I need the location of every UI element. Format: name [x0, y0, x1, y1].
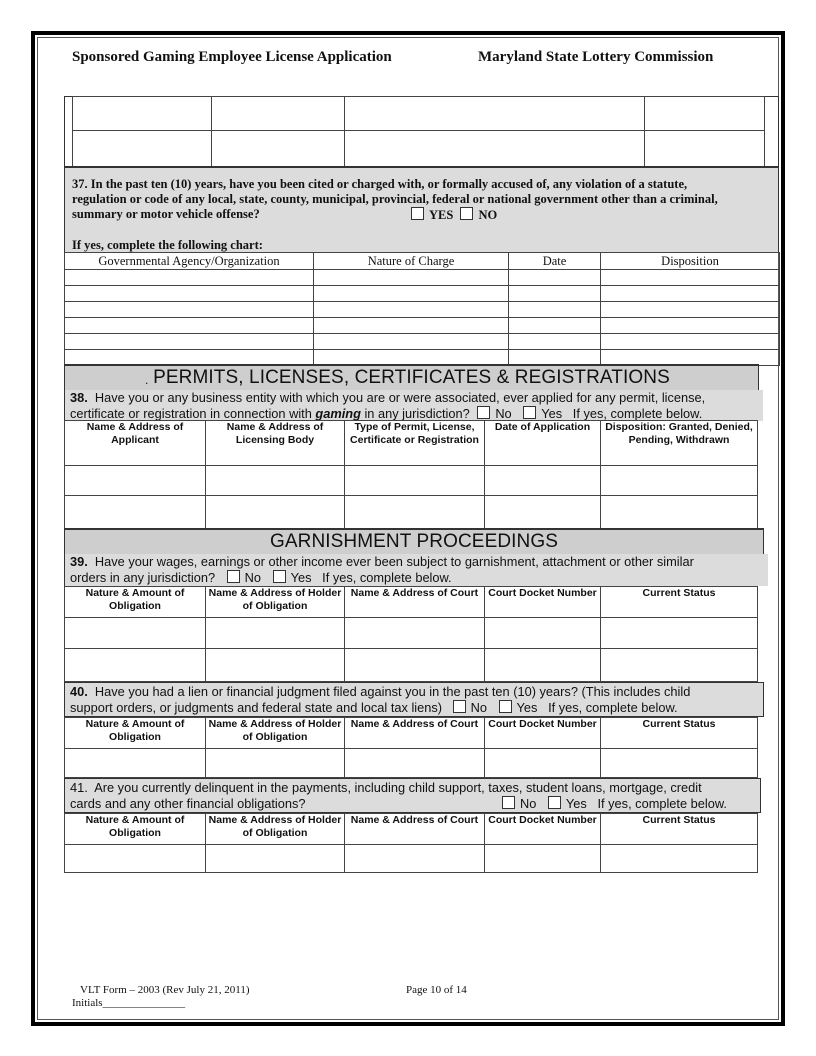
table-cell[interactable] — [645, 97, 765, 131]
table-cell[interactable] — [206, 649, 345, 682]
table-cell[interactable] — [65, 496, 206, 529]
table-cell[interactable] — [601, 270, 780, 286]
garnishment-section-title: GARNISHMENT PROCEEDINGS — [65, 530, 763, 554]
delinquency-table — [64, 813, 758, 873]
question-number: 39. — [70, 554, 88, 569]
column-header: Date of Application — [485, 421, 601, 466]
table-cell[interactable] — [485, 749, 601, 778]
table-cell[interactable] — [65, 270, 314, 286]
q40-no-label: No — [470, 700, 487, 715]
table-cell[interactable] — [345, 749, 485, 778]
table-cell[interactable] — [314, 318, 509, 334]
initials-field[interactable]: _______________ — [102, 997, 186, 1009]
column-header: Name & Address of Holder of Obligation — [206, 814, 345, 845]
question-number: 41. — [70, 780, 88, 795]
table-cell[interactable] — [509, 270, 601, 286]
question-40-line1: Have you had a lien or financial judgment filed against you in the past ten (10) years? (This includes child — [94, 684, 691, 699]
table-cell[interactable] — [65, 334, 314, 350]
q39-no-checkbox[interactable] — [227, 570, 240, 583]
q37-yes-label: YES — [429, 208, 454, 222]
table-cell[interactable] — [345, 97, 645, 131]
initials-label: Initials — [72, 997, 103, 1009]
question-40-block — [64, 682, 764, 717]
column-header: Court Docket Number — [485, 814, 601, 845]
table-cell[interactable] — [212, 131, 345, 167]
table-cell[interactable] — [485, 845, 601, 873]
q39-followup: If yes, complete below. — [322, 570, 452, 585]
column-header: Name & Address of Court — [345, 718, 485, 749]
q37-charges-table — [64, 252, 780, 366]
table-cell[interactable] — [601, 649, 758, 682]
q37-no-checkbox[interactable] — [460, 207, 473, 220]
question-38-line1: Have you or any business entity with which you are or were associated, ever applied for any permit, license, — [94, 390, 706, 405]
agency-title: Maryland State Lottery Commission — [478, 49, 714, 65]
table-cell[interactable] — [73, 97, 212, 131]
column-header: Name & Address of Holder of Obligation — [206, 718, 345, 749]
table-row — [65, 286, 780, 302]
table-row — [65, 466, 758, 496]
q41-no-checkbox[interactable] — [502, 796, 515, 809]
table-cell[interactable] — [314, 334, 509, 350]
column-header: Date — [509, 253, 601, 270]
column-header: Name & Address of Court — [345, 814, 485, 845]
table-cell[interactable] — [345, 618, 485, 649]
q41-no-label: No — [520, 796, 537, 811]
table-row — [65, 618, 758, 649]
question-37-line3: summary or motor vehicle offense? — [72, 207, 260, 221]
q37-yes-checkbox[interactable] — [411, 207, 424, 220]
question-38-emphasis: gaming — [315, 406, 361, 421]
table-cell[interactable] — [485, 496, 601, 529]
table-cell[interactable] — [601, 496, 758, 529]
page-number: Page 10 of 14 — [406, 984, 467, 996]
q41-yes-label: Yes — [565, 796, 587, 811]
question-38-line2-end: in any jurisdiction? — [360, 406, 470, 421]
table-cell[interactable] — [601, 618, 758, 649]
table-cell[interactable] — [485, 466, 601, 496]
column-header: Current Status — [601, 814, 758, 845]
question-41-block — [64, 778, 761, 813]
table-cell[interactable] — [65, 845, 206, 873]
table-cell[interactable] — [601, 318, 780, 334]
column-header: Disposition: Granted, Denied, Pending, Withdrawn — [601, 421, 758, 466]
column-header: Name & Address of Applicant — [65, 421, 206, 466]
garnishment-section-header — [64, 528, 764, 586]
table-cell[interactable] — [601, 845, 758, 873]
question-37-block — [64, 166, 779, 253]
q39-yes-checkbox[interactable] — [273, 570, 286, 583]
table-cell[interactable] — [206, 845, 345, 873]
table-cell[interactable] — [601, 466, 758, 496]
table-cell[interactable] — [601, 334, 780, 350]
permits-table — [64, 420, 758, 529]
table-cell[interactable] — [212, 97, 345, 131]
table-row — [65, 496, 758, 529]
garnishment-table — [64, 586, 758, 682]
table-cell[interactable] — [509, 302, 601, 318]
table-row — [65, 302, 780, 318]
table-cell[interactable] — [65, 318, 314, 334]
table-cell[interactable] — [65, 302, 314, 318]
column-header: Nature & Amount of Obligation — [65, 814, 206, 845]
table-cell[interactable] — [206, 749, 345, 778]
question-number: 40. — [70, 684, 88, 699]
q39-no-label: No — [244, 570, 262, 585]
column-header: Nature & Amount of Obligation — [65, 587, 206, 618]
table-cell[interactable] — [65, 286, 314, 302]
question-37-line2: regulation or code of any local, state, county, municipal, provincial, federal or national government other than a criminal, — [72, 192, 718, 206]
q40-yes-label: Yes — [516, 700, 538, 715]
column-header: Current Status — [601, 718, 758, 749]
column-header: Court Docket Number — [485, 587, 601, 618]
table-row — [65, 334, 780, 350]
table-cell[interactable] — [485, 649, 601, 682]
column-header: Current Status — [601, 587, 758, 618]
question-39-line2: orders in any jurisdiction? — [70, 570, 216, 585]
table-cell[interactable] — [65, 466, 206, 496]
table-cell[interactable] — [206, 496, 345, 529]
permits-section-title: PERMITS, LICENSES, CERTIFICATES & REGISTRATIONS — [153, 367, 670, 388]
table-cell[interactable] — [509, 318, 601, 334]
table-cell[interactable] — [65, 749, 206, 778]
table-cell[interactable] — [645, 131, 765, 167]
q38-yes-label: Yes — [541, 406, 563, 421]
table-cell[interactable] — [601, 286, 780, 302]
table-cell[interactable] — [509, 334, 601, 350]
liens-table — [64, 717, 758, 778]
table-cell[interactable] — [65, 618, 206, 649]
question-41-line2: cards and any other financial obligations? — [70, 796, 306, 811]
table-cell[interactable] — [206, 466, 345, 496]
q41-followup: If yes, complete below. — [597, 796, 727, 811]
table-cell[interactable] — [345, 466, 485, 496]
column-header: Name & Address of Court — [345, 587, 485, 618]
column-header: Governmental Agency/Organization — [65, 253, 314, 270]
q37-no-label: NO — [478, 208, 498, 222]
question-number: 38. — [70, 390, 88, 405]
table-cell[interactable] — [314, 302, 509, 318]
table-row — [65, 649, 758, 682]
table-cell[interactable] — [345, 496, 485, 529]
column-header: Name & Address of Holder of Obligation — [206, 587, 345, 618]
table-cell[interactable] — [509, 286, 601, 302]
table-cell[interactable] — [601, 749, 758, 778]
form-identifier: VLT Form – 2003 (Rev July 21, 2011) — [80, 984, 250, 996]
question-37-line1: 37. In the past ten (10) years, have you been cited or charged with, or formally accused of, any violation of a statute, — [72, 177, 688, 191]
q38-yes-checkbox[interactable] — [523, 406, 536, 419]
table-row — [65, 845, 758, 873]
column-header: Name & Address of Licensing Body — [206, 421, 345, 466]
q40-followup: If yes, complete below. — [548, 700, 678, 715]
question-41-line1: Are you currently delinquent in the payments, including child support, taxes, student loans, mortgage, credit — [94, 780, 702, 795]
question-39-line1: Have your wages, earnings or other income ever been subject to garnishment, attachment or other similar — [94, 554, 694, 569]
table-row — [65, 749, 758, 778]
table-cell[interactable] — [345, 845, 485, 873]
top-continuation-table — [72, 96, 765, 167]
column-header: Disposition — [601, 253, 780, 270]
table-cell[interactable] — [73, 131, 212, 167]
table-cell[interactable] — [314, 270, 509, 286]
column-header: Nature of Charge — [314, 253, 509, 270]
q40-yes-checkbox[interactable] — [499, 700, 512, 713]
q38-no-label: No — [495, 406, 512, 421]
table-cell[interactable] — [485, 618, 601, 649]
table-row — [65, 318, 780, 334]
table-row — [65, 270, 780, 286]
column-header: Nature & Amount of Obligation — [65, 718, 206, 749]
table-cell[interactable] — [65, 649, 206, 682]
q38-no-checkbox[interactable] — [477, 406, 490, 419]
question-40-line2: support orders, or judgments and federal state and local tax liens) — [70, 700, 443, 715]
table-cell[interactable] — [314, 286, 509, 302]
q39-yes-label: Yes — [290, 570, 312, 585]
q40-no-checkbox[interactable] — [453, 700, 466, 713]
section-marker: . — [145, 373, 149, 387]
question-38-line2-start: certificate or registration in connection with — [70, 406, 316, 421]
table-cell[interactable] — [601, 302, 780, 318]
column-header: Court Docket Number — [485, 718, 601, 749]
form-title: Sponsored Gaming Employee License Application — [72, 49, 392, 65]
q41-yes-checkbox[interactable] — [548, 796, 561, 809]
table-cell[interactable] — [345, 131, 645, 167]
q37-chart-intro: If yes, complete the following chart: — [72, 238, 263, 252]
table-cell[interactable] — [345, 649, 485, 682]
column-header: Type of Permit, License, Certificate or Registration — [345, 421, 485, 466]
permits-section-header — [64, 364, 759, 421]
table-cell[interactable] — [206, 618, 345, 649]
q38-followup: If yes, complete below. — [572, 406, 703, 421]
